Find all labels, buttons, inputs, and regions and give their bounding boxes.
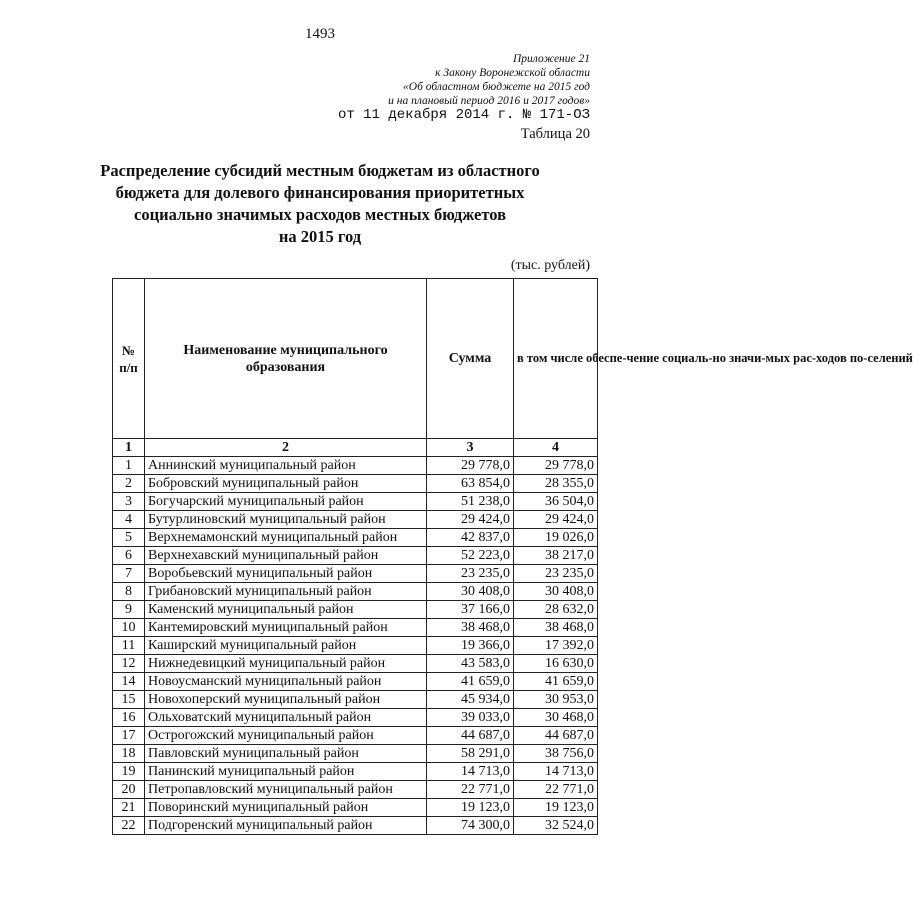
row-number: 12: [113, 655, 145, 673]
municipality-name: Каширский муниципальный район: [145, 637, 427, 655]
sum-value: 63 854,0: [427, 475, 514, 493]
municipality-name: Грибановский муниципальный район: [145, 583, 427, 601]
municipality-name: Поворинский муниципальный район: [145, 799, 427, 817]
row-number: 16: [113, 709, 145, 727]
units-label: (тыс. рублей): [510, 258, 590, 273]
municipality-name: Бобровский муниципальный район: [145, 475, 427, 493]
table-row: [113, 619, 598, 637]
sum-value: 14 713,0: [427, 763, 514, 781]
municipality-name: Павловский муниципальный район: [145, 745, 427, 763]
row-number: 8: [113, 583, 145, 601]
title-line: бюджета для долевого финансирования приоритетных: [115, 183, 525, 202]
sum-value: 39 033,0: [427, 709, 514, 727]
header-settlement-share: в том числе обеспе-чение социаль-но значи-мых рас-ходов по-селений: [514, 279, 598, 439]
law-date-line: от 11 декабря 2014 г. № 171-ОЗ: [337, 107, 590, 123]
table-row: [113, 511, 598, 529]
sum-value: 23 235,0: [427, 565, 514, 583]
row-number: 9: [113, 601, 145, 619]
table-row: [113, 727, 598, 745]
row-number: 2: [113, 475, 145, 493]
municipality-name: Воробьевский муниципальный район: [145, 565, 427, 583]
municipality-name: Новохоперский муниципальный район: [145, 691, 427, 709]
settlement-share-value: 17 392,0: [514, 637, 598, 655]
table-row: [113, 745, 598, 763]
row-number: 10: [113, 619, 145, 637]
table-row: [113, 655, 598, 673]
sum-value: 19 366,0: [427, 637, 514, 655]
table-body: [113, 457, 598, 835]
sum-value: 30 408,0: [427, 583, 514, 601]
municipality-name: Аннинский муниципальный район: [145, 457, 427, 475]
settlement-share-value: 22 771,0: [514, 781, 598, 799]
table-row: [113, 493, 598, 511]
header-name: Наименование муниципального образования: [145, 279, 427, 439]
header-number: № п/п: [113, 279, 145, 439]
municipality-name: Верхнехавский муниципальный район: [145, 547, 427, 565]
row-number: 14: [113, 673, 145, 691]
municipality-name: Панинский муниципальный район: [145, 763, 427, 781]
table-row: [113, 529, 598, 547]
annex-line: Приложение 21: [512, 53, 590, 65]
settlement-share-value: 29 424,0: [514, 511, 598, 529]
table-row: [113, 817, 598, 835]
row-number: 17: [113, 727, 145, 745]
annex-line: и на плановый период 2016 и 2017 годов»: [388, 95, 590, 107]
sum-value: 43 583,0: [427, 655, 514, 673]
settlement-share-value: 30 468,0: [514, 709, 598, 727]
column-number-row: [113, 439, 598, 457]
table-row: [113, 565, 598, 583]
sum-value: 58 291,0: [427, 745, 514, 763]
settlement-share-value: 36 504,0: [514, 493, 598, 511]
settlement-share-value: 19 123,0: [514, 799, 598, 817]
header-sum: Сумма: [427, 279, 514, 439]
row-number: 22: [113, 817, 145, 835]
sum-value: 51 238,0: [427, 493, 514, 511]
municipality-name: Бутурлиновский муниципальный район: [145, 511, 427, 529]
settlement-share-value: 30 953,0: [514, 691, 598, 709]
municipality-name: Острогожский муниципальный район: [145, 727, 427, 745]
sum-value: 45 934,0: [427, 691, 514, 709]
table-row: [113, 691, 598, 709]
settlement-share-value: 32 524,0: [514, 817, 598, 835]
municipality-name: Новоусманский муниципальный район: [145, 673, 427, 691]
table-label: Таблица 20: [520, 126, 590, 142]
settlement-share-value: 29 778,0: [514, 457, 598, 475]
row-number: 21: [113, 799, 145, 817]
municipality-name: Подгоренский муниципальный район: [145, 817, 427, 835]
annex-line: к Закону Воронежской области: [435, 67, 590, 79]
table-row: [113, 475, 598, 493]
sum-value: 29 778,0: [427, 457, 514, 475]
row-number: 19: [113, 763, 145, 781]
table-row: [113, 637, 598, 655]
sum-value: 74 300,0: [427, 817, 514, 835]
settlement-share-value: 30 408,0: [514, 583, 598, 601]
column-number: 4: [514, 439, 598, 457]
table-row: [113, 781, 598, 799]
subsidy-table: [112, 278, 913, 835]
sum-value: 41 659,0: [427, 673, 514, 691]
title-line: Распределение субсидий местным бюджетам из областного: [100, 161, 540, 180]
municipality-name: Ольховатский муниципальный район: [145, 709, 427, 727]
settlement-share-value: 38 468,0: [514, 619, 598, 637]
settlement-share-value: 28 355,0: [514, 475, 598, 493]
settlement-share-value: 44 687,0: [514, 727, 598, 745]
settlement-share-value: 38 217,0: [514, 547, 598, 565]
row-number: 1: [113, 457, 145, 475]
table-row: [113, 673, 598, 691]
settlement-share-value: 16 630,0: [514, 655, 598, 673]
municipality-name: Каменский муниципальный район: [145, 601, 427, 619]
column-number: 1: [113, 439, 145, 457]
table-row: [113, 799, 598, 817]
row-number: 5: [113, 529, 145, 547]
sum-value: 44 687,0: [427, 727, 514, 745]
column-number: 3: [427, 439, 514, 457]
municipality-name: Нижнедевицкий муниципальный район: [145, 655, 427, 673]
sum-value: 29 424,0: [427, 511, 514, 529]
column-number: 2: [145, 439, 427, 457]
settlement-share-value: 41 659,0: [514, 673, 598, 691]
settlement-share-value: 14 713,0: [514, 763, 598, 781]
row-number: 7: [113, 565, 145, 583]
header-row: [113, 279, 598, 439]
settlement-share-value: 28 632,0: [514, 601, 598, 619]
row-number: 11: [113, 637, 145, 655]
row-number: 20: [113, 781, 145, 799]
sum-value: 38 468,0: [427, 619, 514, 637]
row-number: 3: [113, 493, 145, 511]
title-line: на 2015 год: [278, 227, 362, 246]
row-number: 18: [113, 745, 145, 763]
sum-value: 37 166,0: [427, 601, 514, 619]
settlement-share-value: 23 235,0: [514, 565, 598, 583]
table-row: [113, 709, 598, 727]
municipality-name: Верхнемамонский муниципальный район: [145, 529, 427, 547]
document-title: [80, 160, 560, 248]
annex-block: [388, 52, 590, 108]
sum-value: 52 223,0: [427, 547, 514, 565]
sum-value: 42 837,0: [427, 529, 514, 547]
table-row: [113, 457, 598, 475]
annex-line: «Об областном бюджете на 2015 год: [403, 81, 590, 93]
row-number: 4: [113, 511, 145, 529]
table-row: [113, 763, 598, 781]
settlement-share-value: 19 026,0: [514, 529, 598, 547]
table-row: [113, 547, 598, 565]
municipality-name: Богучарский муниципальный район: [145, 493, 427, 511]
page-number: 1493: [305, 26, 335, 42]
sum-value: 22 771,0: [427, 781, 514, 799]
row-number: 6: [113, 547, 145, 565]
sum-value: 19 123,0: [427, 799, 514, 817]
table-row: [113, 583, 598, 601]
settlement-share-value: 38 756,0: [514, 745, 598, 763]
municipality-name: Петропавловский муниципальный район: [145, 781, 427, 799]
table-row: [113, 601, 598, 619]
municipality-name: Кантемировский муниципальный район: [145, 619, 427, 637]
title-line: социально значимых расходов местных бюджетов: [134, 205, 506, 224]
row-number: 15: [113, 691, 145, 709]
